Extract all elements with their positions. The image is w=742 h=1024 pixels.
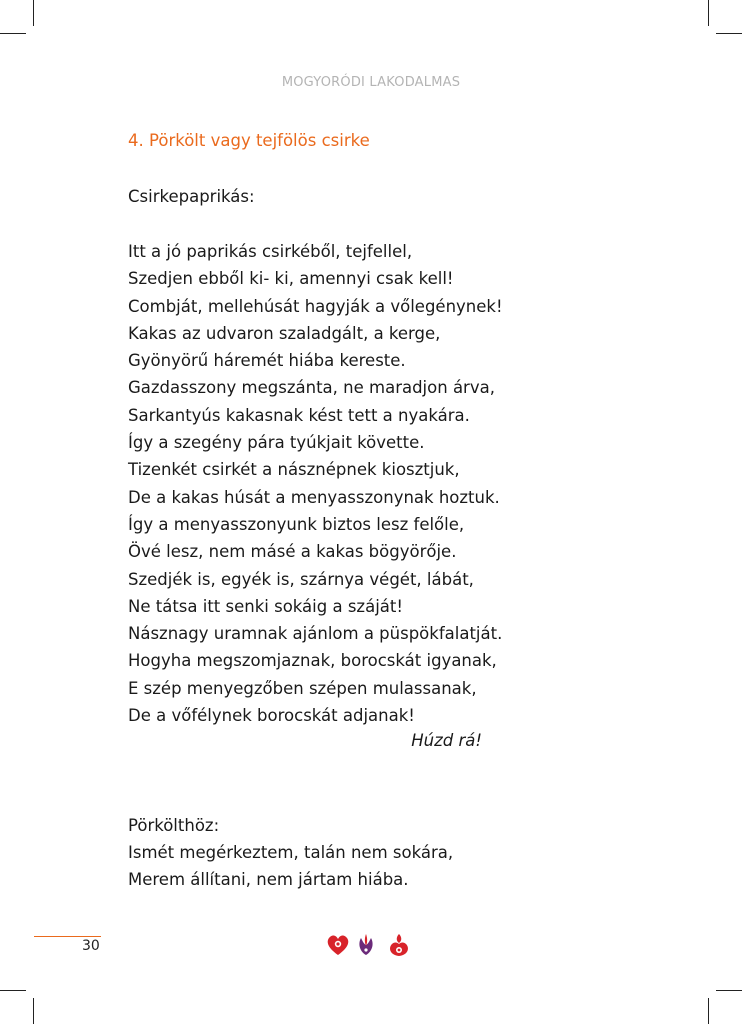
poem-line: Sarkantyús kakasnak kést tett a nyakára. bbox=[128, 405, 470, 425]
heart-ornament-icon bbox=[328, 935, 349, 955]
poem-line: Hogyha megszomjaznak, borocskát igyanak, bbox=[128, 651, 497, 671]
poem-line: Násznagy uramnak ajánlom a püspökfalatját. bbox=[128, 624, 503, 644]
crop-mark bbox=[33, 998, 34, 1024]
running-header: MOGYORÓDI LAKODALMAS bbox=[281, 75, 461, 90]
crop-mark bbox=[708, 0, 709, 26]
poem-line: De a vőfélynek borocskát adjanak! bbox=[128, 706, 415, 726]
poem-line: Tizenkét csirkét a násznépnek kiosztjuk, bbox=[128, 460, 460, 480]
poem-line: Ismét megérkeztem, talán nem sokára, bbox=[128, 843, 454, 862]
poem-line: Itt a jó paprikás csirkéből, tejfellel, bbox=[128, 242, 413, 261]
poem-line: Kakas az udvaron szaladgált, a kerge, bbox=[128, 323, 441, 343]
page-number: 30 bbox=[82, 938, 100, 954]
crop-mark bbox=[0, 33, 26, 34]
poem-closing: Húzd rá! bbox=[411, 731, 482, 750]
crop-mark bbox=[0, 990, 26, 991]
crop-mark bbox=[716, 33, 742, 34]
pomegranate-ornament-icon bbox=[390, 934, 408, 956]
poem-line: Merem állítani, nem jártam hiába. bbox=[128, 870, 409, 890]
poem-body bbox=[128, 839, 453, 894]
poem-line: Szedjék is, egyék is, szárnya végét, lábát, bbox=[128, 569, 474, 589]
crop-mark bbox=[708, 998, 709, 1024]
poem-line: Ne tátsa itt senki sokáig a száját! bbox=[128, 596, 403, 616]
poem-label: Pörkölthöz: bbox=[128, 816, 220, 835]
footer-ornaments bbox=[326, 931, 416, 959]
section-heading: 4. Pörkölt vagy tejfölös csirke bbox=[128, 131, 370, 150]
poem-line: E szép menyegzőben szépen mulassanak, bbox=[128, 678, 477, 698]
poem-line: Így a menyasszonyunk biztos lesz felőle, bbox=[128, 514, 465, 534]
poem-line: Szedjen ebből ki- ki, amennyi csak kell! bbox=[128, 269, 454, 289]
crop-mark bbox=[33, 0, 34, 26]
poem-line: De a kakas húsát a menyasszonynak hoztuk. bbox=[128, 487, 500, 507]
tulip-ornament-icon bbox=[359, 934, 372, 955]
crop-mark bbox=[716, 990, 742, 991]
poem-line: Gazdasszony megszánta, ne maradjon árva, bbox=[128, 378, 495, 398]
poem-line: Gyönyörű háremét hiába kereste. bbox=[128, 351, 406, 371]
poem-line: Így a szegény pára tyúkjait követte. bbox=[128, 433, 425, 453]
poem-label: Csirkepaprikás: bbox=[128, 187, 255, 206]
poem-line: Övé lesz, nem másé a kakas bögyörője. bbox=[128, 542, 457, 562]
poem-line: Combját, mellehúsát hagyják a vőlegénynek! bbox=[128, 296, 503, 316]
footer-rule bbox=[34, 936, 101, 937]
poem-body bbox=[128, 238, 503, 729]
